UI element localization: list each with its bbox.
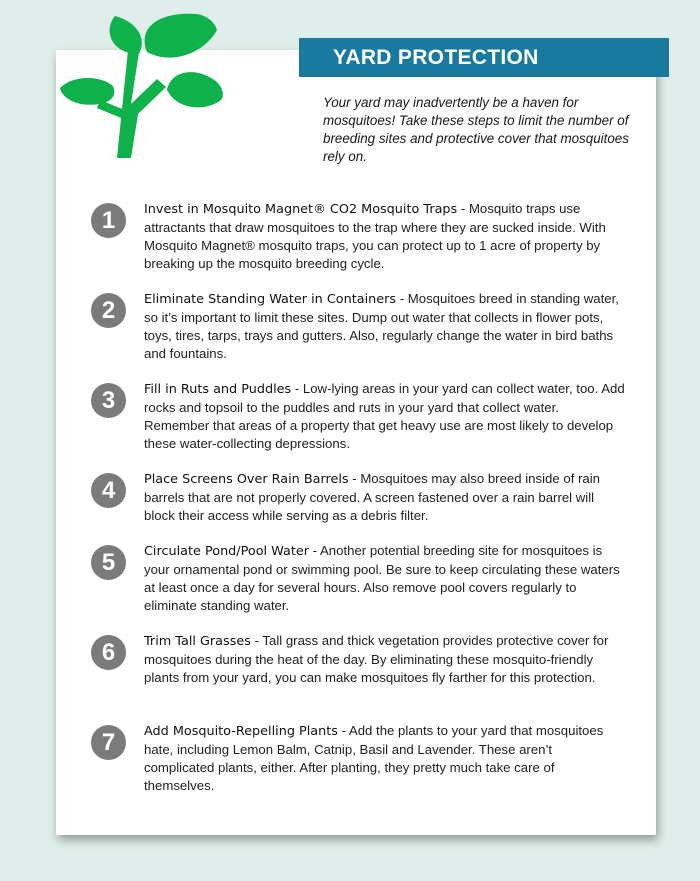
step-title: Invest in Mosquito Magnet® CO2 Mosquito Traps (144, 202, 458, 217)
step-text (144, 200, 626, 273)
step-title: Trim Tall Grasses (144, 634, 251, 649)
step-title: Fill in Ruts and Puddles (144, 382, 292, 397)
step-text (144, 470, 626, 525)
step-number-badge: 4 (91, 473, 126, 508)
step-number-badge: 1 (91, 203, 126, 238)
step-number-badge: 2 (91, 293, 126, 328)
step-body: - Mosquitoes may also breed inside of rain barrels that are not properly covered. A screen fastened over a rain barrel will block their access while serving as a debris filter. (144, 471, 601, 523)
step-body: - Another potential breeding site for mosquitoes is your ornamental pond or swimming pool. Be sure to keep circulating these waters at least once a day for several hours. Also remove pool covers regularly to eliminate standing water. (144, 543, 620, 613)
step-title: Add Mosquito-Repelling Plants (144, 724, 338, 739)
step-body: - Mosquitoes breed in standing water, so it’s important to limit these sites. Dump out water that collects in flower pots, toys, tires, tarps, trays and gutters. Also, regularly change the water in bird baths and fountains. (144, 291, 619, 361)
step-body: - Mosquito traps use attractants that draw mosquitoes to the trap where they are sucked inside. With Mosquito Magnet® mosquito traps, you can protect up to 1 acre of property by breaking up the mosquito breeding cycle. (144, 201, 606, 271)
step-title: Circulate Pond/Pool Water (144, 544, 309, 559)
step-body: - Add the plants to your yard that mosquitoes hate, including Lemon Balm, Catnip, Basil and Lavender. These aren’t complicated plants, either. After planting, they pretty much take care of themselves. (144, 723, 604, 793)
step-number-badge: 3 (91, 383, 126, 418)
step-text (144, 290, 626, 363)
step-number-badge: 5 (91, 545, 126, 580)
step-title: Eliminate Standing Water in Containers (144, 292, 397, 307)
step-text (144, 542, 626, 615)
step-number-badge: 6 (91, 635, 126, 670)
step-text (144, 380, 626, 453)
step-number-badge: 7 (91, 725, 126, 760)
step-body: - Tall grass and thick vegetation provides protective cover for mosquitoes during the heat of the day. By eliminating these mosquito-friendly plants from your yard, you can make mosquitoes fly farther for this protection. (144, 633, 609, 685)
step-body: - Low-lying areas in your yard can collect water, too. Add rocks and topsoil to the puddles and ruts in your yard that collect water. Remember that areas of a property that get heavy use are most likely to develop these water-collecting depressions. (144, 381, 625, 451)
step-text (144, 722, 626, 795)
step-text (144, 632, 626, 687)
page-title: YARD PROTECTION (299, 38, 669, 77)
step-title: Place Screens Over Rain Barrels (144, 472, 349, 487)
intro-text: Your yard may inadvertently be a haven for mosquitoes! Take these steps to limit the number of breeding sites and protective cover that mosquitoes rely on. (323, 95, 629, 164)
plant-sprout-icon (55, 8, 230, 158)
